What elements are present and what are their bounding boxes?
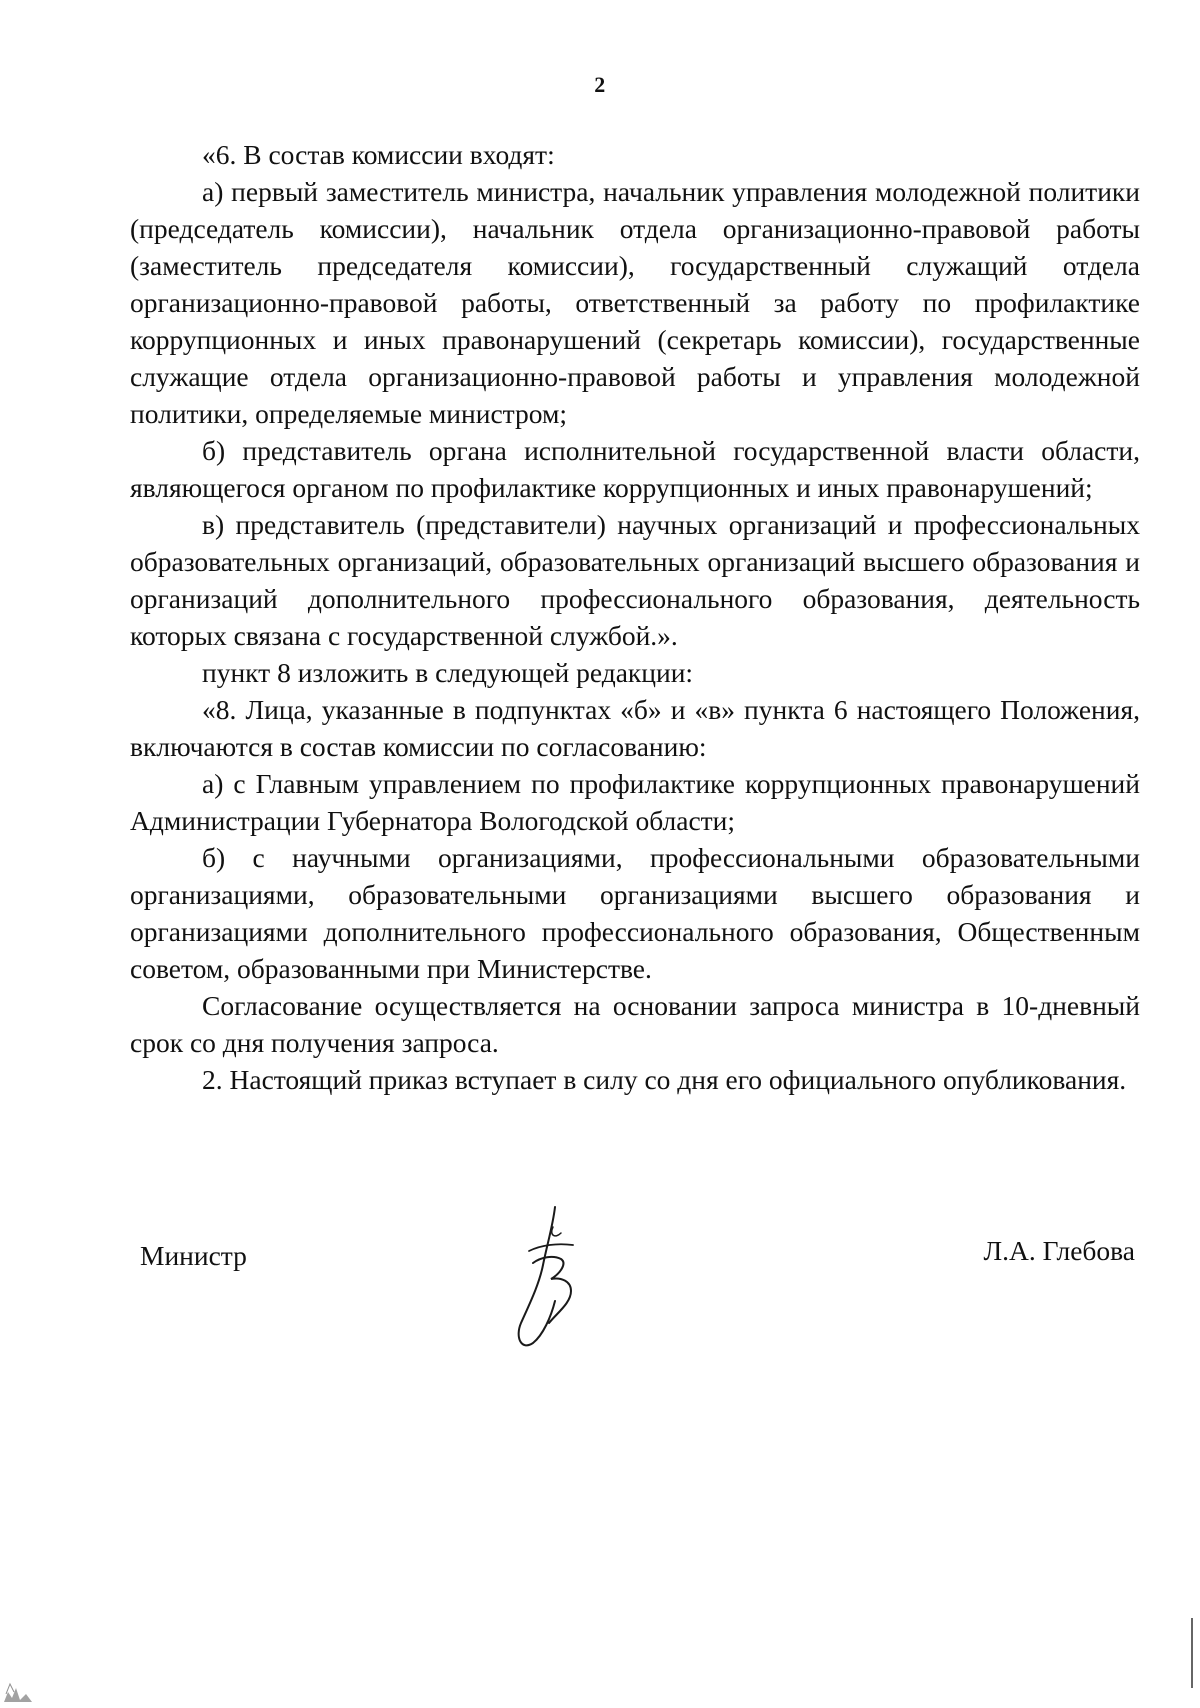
signatory-name: Л.А. Глебова (983, 1235, 1135, 1266)
paragraph-subitem-a: а) первый заместитель министра, начальник управления молодежной политики (председатель комиссии), начальник отдела организационно-правовой работы (заместитель председателя комиссии), государственный служащий отдела организационно-правовой работы, ответственный за работу по профилактике коррупционных и иных правонарушений (секретарь комиссии), государственные служащие отдела организационно-правовой работы и управления молодежной политики, определяемые министром; (130, 176, 1140, 429)
handwritten-signature-icon (495, 1205, 615, 1355)
paragraph-point-8: «8. Лица, указанные в подпунктах «б» и «в» пункта 6 настоящего Положения, включаются в состав комиссии по согласованию: (130, 694, 1140, 762)
paragraph-effective-date: 2. Настоящий приказ вступает в силу со дня его официального опубликования. (202, 1064, 1127, 1095)
document-body (130, 136, 1140, 1098)
scan-edge-icon (1190, 1618, 1194, 1688)
paragraph-subitem-v: в) представитель (представители) научных организаций и профессиональных образовательных организаций, образовательных организаций высшего образования и организаций дополнительного профессионального образования, деятельность которых связана с государственной службой.». (130, 509, 1140, 651)
paragraph-point-8-intro: пункт 8 изложить в следующей редакции: (202, 657, 694, 688)
paragraph-point-8-a: а) с Главным управлением по профилактике коррупционных правонарушений Администрации Губернатора Вологодской области; (130, 768, 1140, 836)
paragraph-approval-term: Согласование осуществляется на основании запроса министра в 10-дневный срок со дня получения запроса. (130, 990, 1140, 1058)
signature-block (130, 1225, 1140, 1365)
paragraph-point-8-b: б) с научными организациями, профессиональными образовательными организациями, образовательными организациями высшего образования и организациями дополнительного профессионального образования, Общественным советом, образованными при Министерстве. (130, 842, 1140, 984)
paragraph-subitem-b: б) представитель органа исполнительной государственной власти области, являющегося органом по профилактике коррупционных и иных правонарушений; (130, 435, 1140, 503)
paragraph-commission-composition: «6. В состав комиссии входят: (202, 139, 555, 170)
scan-artifact-icon (2, 1674, 38, 1704)
page-number: 2 (594, 72, 606, 97)
signatory-title: Министр (140, 1240, 247, 1271)
